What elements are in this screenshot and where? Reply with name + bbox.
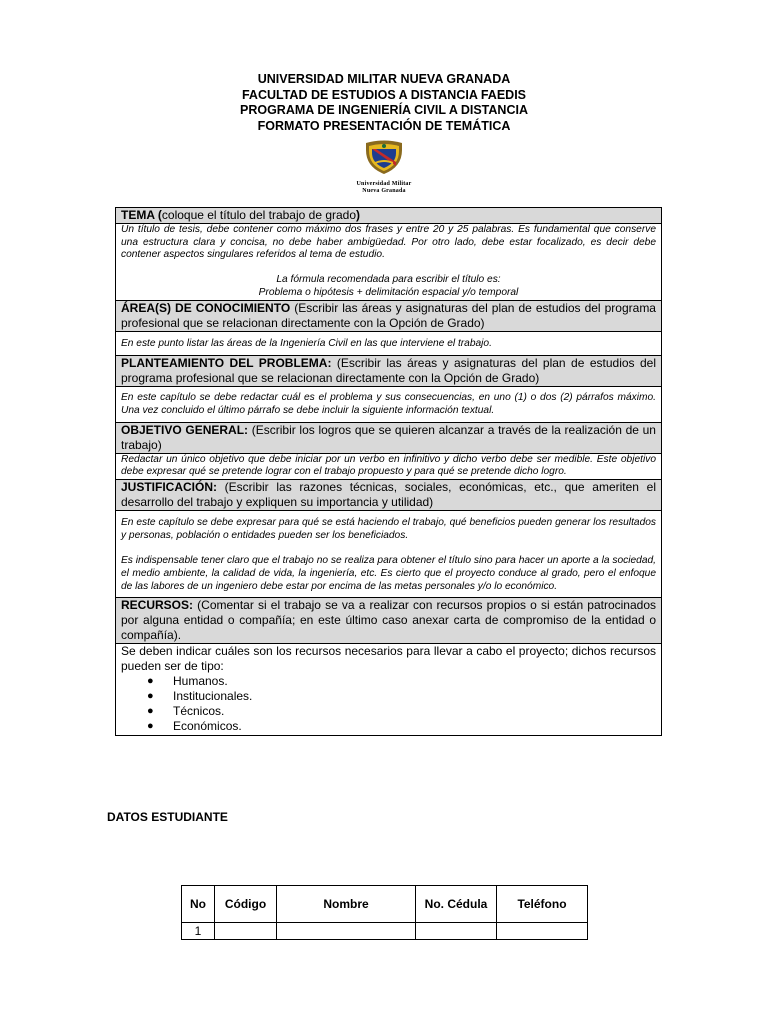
areas-body-text: En este punto listar las áreas de la Ingeniería Civil en las que interviene el trabajo. [121, 337, 492, 349]
tema-formula: Problema o hipótesis + delimitación espacial y/o temporal [258, 286, 519, 298]
cell-nombre[interactable] [277, 923, 416, 940]
tema-body[interactable] [116, 224, 662, 301]
recursos-title: RECURSOS: [121, 597, 194, 612]
recursos-list [121, 674, 656, 734]
column-header-codigo: Código [215, 886, 277, 923]
tema-body-paragraph: Un título de tesis, debe contener como máximo dos frases y entre 20 y 25 palabras. Es fundamental que conserve una estructura clara y concisa, no debe haber ambigüedad. Por otro lado, debe estar focalizado, es decir debe contener aspectos singulares referidos al tema de estudio. [121, 224, 656, 261]
university-crest-icon [362, 140, 406, 176]
justificacion-body-paragraph-1: En este capítulo se debe expresar para qué se está haciendo el trabajo, qué beneficios pueden generar los resultados y personas, población o entidades pueden ser los beneficiados. [121, 517, 656, 541]
justificacion-body[interactable] [116, 511, 662, 598]
objetivo-header [116, 422, 662, 453]
bullet-icon: ● [147, 704, 154, 717]
recursos-body[interactable] [116, 643, 662, 735]
planteamiento-title: PLANTEAMIENTO DEL PROBLEMA: [121, 356, 332, 371]
areas-description: (Escribir las áreas y asignaturas del plan de estudios del programa profesional que se relacionan directamente con la Opción de Grado) [121, 300, 656, 330]
cell-cedula[interactable] [416, 923, 497, 940]
areas-title: ÁREA(S) DE CONOCIMIENTO [121, 300, 291, 315]
tema-header [116, 208, 662, 224]
justificacion-body-paragraph-2: Es indispensable tener claro que el trabajo no se realiza para obtener el título sino para hacer un aporte a la sociedad, el medio ambiente, la calidad de vida, la ingeniería, etc. Es cierto que el proyecto conduce al grado, pero el enfoque de las labores de un ingeniero debe estar por encima de las metas personales y/o lo económico. [121, 555, 656, 592]
column-header-no: No [182, 886, 215, 923]
tema-formula-intro: La fórmula recomendada para escribir el título es: [276, 274, 501, 286]
recursos-item-label: Humanos. [173, 673, 228, 688]
bullet-icon: ● [147, 719, 154, 732]
recursos-item [147, 673, 656, 689]
recursos-item-label: Económicos. [173, 718, 242, 733]
justificacion-header [116, 480, 662, 511]
objetivo-title: OBJETIVO GENERAL: [121, 422, 249, 437]
recursos-item [147, 703, 656, 719]
planteamiento-body-text: En este capítulo se debe redactar cuál es el problema y sus consecuencias, en uno (1) o dos (2) párrafos máximo. Una vez concluido el último párrafo se debe incluir la siguiente información textual. [121, 392, 656, 416]
student-data-table [181, 885, 588, 940]
header-format-title: FORMATO PRESENTACIÓN DE TEMÁTICA [257, 118, 511, 133]
areas-header [116, 300, 662, 331]
table-row [182, 923, 588, 940]
column-header-telefono: Teléfono [497, 886, 588, 923]
header-university: UNIVERSIDAD MILITAR NUEVA GRANADA [257, 72, 511, 86]
recursos-body-text: Se deben indicar cuáles son los recursos necesarios para llevar a cabo el proyecto; dichos recursos pueden ser de tipo: [121, 643, 656, 673]
bullet-icon: ● [147, 689, 154, 702]
justificacion-description: (Escribir las razones técnicas, sociales, económicas, etc., que ameriten el desarrollo del trabajo y expliquen su importancia y utilidad) [121, 480, 656, 510]
recursos-description: (Comentar si el trabajo se va a realizar con recursos propios o si están patrocinados por alguna entidad o compañía; en este último caso anexar carta de compromiso de la entidad o compañía). [121, 597, 656, 642]
tema-close: ) [356, 208, 361, 222]
logo-name-line2: Nueva Granada [362, 188, 406, 194]
header-faculty: FACULTAD DE ESTUDIOS A DISTANCIA FAEDIS [241, 87, 527, 102]
recursos-item [147, 718, 656, 734]
logo-name-line1: Universidad Militar [356, 181, 412, 187]
cell-telefono[interactable] [497, 923, 588, 940]
cell-no: 1 [182, 923, 215, 940]
column-header-nombre: Nombre [277, 886, 416, 923]
datos-estudiante-title: DATOS ESTUDIANTE [107, 810, 228, 824]
justificacion-title: JUSTIFICACIÓN: [121, 480, 217, 495]
recursos-header [116, 597, 662, 643]
tema-description: coloque el título del trabajo de grado [161, 208, 357, 222]
document-header [0, 72, 768, 134]
thematic-format-table [115, 207, 662, 736]
objetivo-body[interactable] [116, 453, 662, 479]
table-header-row [182, 886, 588, 923]
recursos-item [147, 688, 656, 704]
areas-body[interactable] [116, 331, 662, 356]
tema-title: TEMA ( [121, 208, 162, 222]
objetivo-description: (Escribir los logros que se quieren alcanzar a través de la realización de un trabajo) [121, 422, 656, 452]
cell-codigo[interactable] [215, 923, 277, 940]
bullet-icon: ● [147, 674, 154, 687]
planteamiento-body[interactable] [116, 387, 662, 422]
recursos-item-label: Técnicos. [173, 703, 225, 718]
column-header-cedula: No. Cédula [416, 886, 497, 923]
planteamiento-header [116, 356, 662, 387]
university-logo [345, 140, 423, 196]
recursos-item-label: Institucionales. [173, 688, 253, 703]
header-program: PROGRAMA DE INGENIERÍA CIVIL A DISTANCIA [240, 103, 528, 117]
objetivo-body-text: Redactar un único objetivo que debe iniciar por un verbo en infinitivo y dicho verbo debe ser medible. Este objetivo debe expresar qué se pretende lograr con el trabajo propuesto y para qué se pretende dicho logro. [121, 453, 656, 478]
planteamiento-description: (Escribir las áreas y asignaturas del plan de estudios del programa profesional que se relacionan directamente con la Opción de Grado) [121, 356, 656, 386]
